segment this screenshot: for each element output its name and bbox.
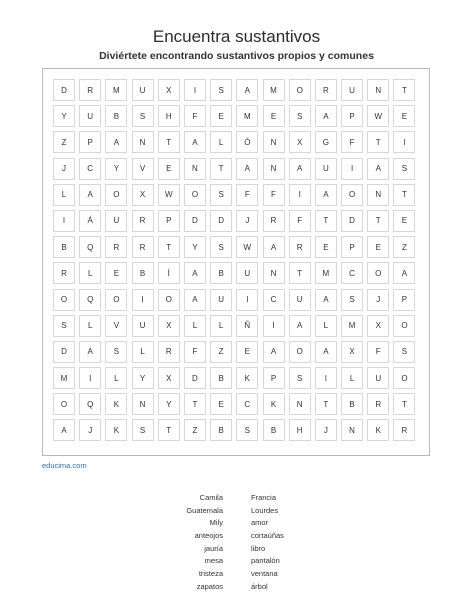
grid-cell[interactable]: C xyxy=(236,393,258,415)
grid-cell[interactable]: E xyxy=(210,105,232,127)
grid-cell[interactable]: R xyxy=(367,393,389,415)
grid-cell[interactable]: N xyxy=(132,393,154,415)
grid-cell[interactable]: I xyxy=(53,210,75,232)
grid-cell[interactable]: M xyxy=(315,262,337,284)
grid-cell[interactable]: A xyxy=(236,79,258,101)
grid-cell[interactable]: O xyxy=(367,262,389,284)
grid-cell[interactable]: P xyxy=(263,367,285,389)
grid-cell[interactable]: S xyxy=(289,367,311,389)
grid-cell[interactable]: X xyxy=(158,315,180,337)
grid-cell[interactable]: Z xyxy=(210,341,232,363)
grid-cell[interactable]: M xyxy=(53,367,75,389)
word-list xyxy=(100,492,374,594)
grid-cell[interactable]: O xyxy=(105,289,127,311)
word-list-item: Camila xyxy=(199,493,223,502)
word-list-item: árbol xyxy=(251,581,268,591)
grid-cell[interactable]: C xyxy=(79,158,101,180)
grid-cell[interactable]: R xyxy=(289,236,311,258)
grid-cell[interactable]: D xyxy=(210,210,232,232)
grid-cell[interactable]: L xyxy=(341,367,363,389)
grid-cell[interactable]: F xyxy=(367,341,389,363)
grid-cell[interactable]: O xyxy=(184,184,206,206)
word-search-board xyxy=(42,68,430,456)
grid-cell[interactable]: M xyxy=(105,79,127,101)
grid-cell[interactable]: K xyxy=(367,419,389,441)
grid-cell[interactable]: G xyxy=(315,131,337,153)
grid-cell[interactable]: T xyxy=(393,79,415,101)
grid-cell[interactable]: L xyxy=(184,315,206,337)
grid-cell[interactable]: A xyxy=(315,341,337,363)
grid-cell[interactable]: A xyxy=(289,158,311,180)
grid-cell[interactable]: F xyxy=(341,131,363,153)
grid-cell[interactable]: A xyxy=(393,262,415,284)
grid-cell[interactable]: O xyxy=(393,367,415,389)
grid-cell[interactable]: T xyxy=(367,210,389,232)
grid-cell[interactable]: R xyxy=(105,236,127,258)
grid-cell[interactable]: X xyxy=(341,341,363,363)
word-list-item: zapatos xyxy=(196,581,223,591)
brand-link[interactable]: educima.com xyxy=(42,461,87,470)
grid-cell[interactable]: E xyxy=(158,158,180,180)
grid-cell[interactable]: L xyxy=(79,315,101,337)
letter-grid xyxy=(53,79,415,441)
grid-cell[interactable]: A xyxy=(53,419,75,441)
grid-cell[interactable]: B xyxy=(132,262,154,284)
grid-cell[interactable]: R xyxy=(263,210,285,232)
word-list-item: Guatemala xyxy=(186,505,223,515)
grid-cell[interactable]: S xyxy=(236,419,258,441)
grid-cell[interactable]: Z xyxy=(53,131,75,153)
grid-cell[interactable]: J xyxy=(79,419,101,441)
grid-cell[interactable]: N xyxy=(367,79,389,101)
grid-cell[interactable]: T xyxy=(210,158,232,180)
grid-cell[interactable]: V xyxy=(105,315,127,337)
grid-cell[interactable]: P xyxy=(393,289,415,311)
grid-cell[interactable]: T xyxy=(393,393,415,415)
grid-cell[interactable]: U xyxy=(236,262,258,284)
grid-cell[interactable]: U xyxy=(210,289,232,311)
grid-cell[interactable]: H xyxy=(289,419,311,441)
grid-cell[interactable]: A xyxy=(105,131,127,153)
grid-cell[interactable]: F xyxy=(289,210,311,232)
word-list-right-column xyxy=(251,492,374,594)
grid-cell[interactable]: T xyxy=(315,393,337,415)
grid-cell[interactable]: U xyxy=(289,289,311,311)
grid-cell[interactable]: L xyxy=(132,341,154,363)
grid-cell[interactable]: B xyxy=(105,105,127,127)
grid-cell[interactable]: N xyxy=(263,262,285,284)
grid-cell[interactable]: W xyxy=(158,184,180,206)
grid-cell[interactable]: D xyxy=(184,210,206,232)
grid-cell[interactable]: U xyxy=(79,105,101,127)
grid-cell[interactable]: K xyxy=(105,419,127,441)
grid-cell[interactable]: S xyxy=(341,289,363,311)
grid-cell[interactable]: E xyxy=(236,341,258,363)
grid-cell[interactable]: N xyxy=(289,393,311,415)
grid-cell[interactable]: L xyxy=(210,315,232,337)
grid-cell[interactable]: Z xyxy=(184,419,206,441)
grid-cell[interactable]: E xyxy=(263,105,285,127)
grid-cell[interactable]: A xyxy=(184,131,206,153)
grid-cell[interactable]: T xyxy=(393,184,415,206)
grid-cell[interactable]: B xyxy=(53,236,75,258)
grid-cell[interactable]: O xyxy=(289,341,311,363)
grid-cell[interactable]: S xyxy=(210,184,232,206)
grid-cell[interactable]: I xyxy=(236,289,258,311)
grid-cell[interactable]: S xyxy=(210,79,232,101)
grid-cell[interactable]: S xyxy=(53,315,75,337)
grid-cell[interactable]: A xyxy=(263,341,285,363)
grid-cell[interactable]: O xyxy=(158,289,180,311)
grid-cell[interactable]: C xyxy=(263,289,285,311)
grid-cell[interactable]: B xyxy=(210,367,232,389)
grid-cell[interactable]: I xyxy=(79,367,101,389)
grid-cell[interactable]: A xyxy=(79,184,101,206)
grid-cell[interactable]: L xyxy=(53,184,75,206)
grid-cell[interactable]: R xyxy=(132,210,154,232)
grid-cell[interactable]: D xyxy=(184,367,206,389)
grid-cell[interactable]: B xyxy=(210,419,232,441)
grid-cell[interactable]: U xyxy=(341,79,363,101)
grid-cell[interactable]: S xyxy=(132,105,154,127)
grid-cell[interactable]: O xyxy=(53,393,75,415)
grid-cell[interactable]: W xyxy=(367,105,389,127)
grid-cell[interactable]: F xyxy=(236,184,258,206)
grid-cell[interactable]: R xyxy=(53,262,75,284)
grid-cell[interactable]: I xyxy=(341,158,363,180)
grid-cell[interactable]: S xyxy=(105,341,127,363)
grid-cell[interactable]: Y xyxy=(132,367,154,389)
grid-cell[interactable]: M xyxy=(263,79,285,101)
word-list-item: jauría xyxy=(204,543,223,553)
grid-cell[interactable]: T xyxy=(289,262,311,284)
grid-cell[interactable]: L xyxy=(210,131,232,153)
grid-cell[interactable]: A xyxy=(236,158,258,180)
grid-cell[interactable]: X xyxy=(367,315,389,337)
grid-cell[interactable]: P xyxy=(158,210,180,232)
grid-cell[interactable]: A xyxy=(263,236,285,258)
grid-cell[interactable]: A xyxy=(184,262,206,284)
grid-cell[interactable]: B xyxy=(210,262,232,284)
grid-cell[interactable]: U xyxy=(132,79,154,101)
grid-cell[interactable]: N xyxy=(263,131,285,153)
grid-cell[interactable]: T xyxy=(367,131,389,153)
grid-cell[interactable]: Q xyxy=(79,289,101,311)
grid-cell[interactable]: P xyxy=(79,131,101,153)
grid-cell[interactable]: I xyxy=(289,184,311,206)
grid-cell[interactable]: O xyxy=(341,184,363,206)
grid-cell[interactable]: K xyxy=(263,393,285,415)
grid-cell[interactable]: D xyxy=(53,79,75,101)
grid-cell[interactable]: X xyxy=(289,131,311,153)
grid-cell[interactable]: E xyxy=(105,262,127,284)
grid-cell[interactable]: T xyxy=(315,210,337,232)
grid-cell[interactable]: F xyxy=(263,184,285,206)
grid-cell[interactable]: A xyxy=(315,105,337,127)
grid-cell[interactable]: N xyxy=(263,158,285,180)
grid-cell[interactable]: R xyxy=(79,79,101,101)
word-list-left-column xyxy=(100,492,223,594)
grid-cell[interactable]: C xyxy=(341,262,363,284)
grid-cell[interactable]: T xyxy=(158,236,180,258)
grid-cell[interactable]: U xyxy=(105,210,127,232)
grid-cell[interactable]: E xyxy=(315,236,337,258)
grid-cell[interactable]: L xyxy=(105,367,127,389)
grid-cell[interactable]: J xyxy=(53,158,75,180)
grid-cell[interactable]: A xyxy=(184,289,206,311)
grid-cell[interactable]: P xyxy=(341,236,363,258)
grid-cell[interactable]: I xyxy=(263,315,285,337)
grid-cell[interactable]: D xyxy=(341,210,363,232)
grid-cell[interactable]: J xyxy=(367,289,389,311)
word-list-item: ventana xyxy=(251,569,278,579)
grid-cell[interactable]: E xyxy=(393,105,415,127)
grid-cell[interactable]: U xyxy=(132,315,154,337)
grid-cell[interactable]: O xyxy=(53,289,75,311)
word-list-item: Lourdes xyxy=(251,505,279,515)
grid-cell[interactable]: A xyxy=(367,158,389,180)
word-list-item: Mily xyxy=(209,518,223,528)
grid-cell[interactable]: Y xyxy=(53,105,75,127)
grid-cell[interactable]: H xyxy=(158,105,180,127)
grid-cell[interactable]: M xyxy=(341,315,363,337)
word-list-item: pantalón xyxy=(251,556,280,566)
grid-cell[interactable]: Z xyxy=(393,236,415,258)
grid-cell[interactable]: D xyxy=(53,341,75,363)
grid-cell[interactable]: X xyxy=(132,184,154,206)
grid-cell[interactable]: Á xyxy=(79,210,101,232)
grid-cell[interactable]: O xyxy=(105,184,127,206)
grid-cell[interactable]: A xyxy=(79,341,101,363)
grid-cell[interactable]: R xyxy=(393,419,415,441)
grid-cell[interactable]: T xyxy=(158,419,180,441)
grid-cell[interactable]: S xyxy=(393,341,415,363)
word-list-item: mesa xyxy=(204,556,223,566)
grid-cell[interactable]: A xyxy=(315,289,337,311)
grid-cell[interactable]: S xyxy=(132,419,154,441)
grid-cell[interactable]: Y xyxy=(184,236,206,258)
grid-cell[interactable]: S xyxy=(210,236,232,258)
grid-cell[interactable]: K xyxy=(105,393,127,415)
word-list-item: amor xyxy=(251,518,269,528)
word-list-item: Francia xyxy=(251,493,277,502)
word-list-item: libro xyxy=(251,543,266,553)
grid-cell[interactable]: J xyxy=(315,419,337,441)
grid-cell[interactable]: N xyxy=(132,131,154,153)
grid-cell[interactable]: Ó xyxy=(236,131,258,153)
grid-cell[interactable]: N xyxy=(341,419,363,441)
page-subtitle: Diviértete encontrando sustantivos propios y comunes xyxy=(99,50,374,62)
grid-cell[interactable]: E xyxy=(367,236,389,258)
grid-cell[interactable]: X xyxy=(158,79,180,101)
grid-cell[interactable]: A xyxy=(289,315,311,337)
word-list-item: anteojos xyxy=(194,531,223,541)
grid-cell[interactable]: Í xyxy=(158,262,180,284)
grid-cell[interactable]: R xyxy=(158,341,180,363)
grid-cell[interactable]: Q xyxy=(79,393,101,415)
grid-cell[interactable]: K xyxy=(236,367,258,389)
grid-cell[interactable]: S xyxy=(289,105,311,127)
grid-cell[interactable]: O xyxy=(289,79,311,101)
grid-cell[interactable]: Ñ xyxy=(236,315,258,337)
grid-cell[interactable]: X xyxy=(158,367,180,389)
grid-cell[interactable]: Y xyxy=(105,158,127,180)
word-list-item: tristeza xyxy=(198,569,223,579)
grid-cell[interactable]: Q xyxy=(79,236,101,258)
grid-cell[interactable]: B xyxy=(263,419,285,441)
grid-cell[interactable]: S xyxy=(393,158,415,180)
grid-cell[interactable]: N xyxy=(367,184,389,206)
grid-cell[interactable]: V xyxy=(132,158,154,180)
grid-cell[interactable]: Y xyxy=(158,393,180,415)
grid-cell[interactable]: T xyxy=(184,393,206,415)
grid-cell[interactable]: A xyxy=(315,184,337,206)
grid-cell[interactable]: L xyxy=(79,262,101,284)
grid-cell[interactable]: I xyxy=(132,289,154,311)
grid-cell[interactable]: U xyxy=(315,158,337,180)
grid-cell[interactable]: T xyxy=(158,131,180,153)
grid-cell[interactable]: M xyxy=(236,105,258,127)
grid-cell[interactable]: W xyxy=(236,236,258,258)
word-list-item: cortaúñas xyxy=(251,531,284,541)
grid-cell[interactable]: E xyxy=(393,210,415,232)
grid-cell[interactable]: L xyxy=(315,315,337,337)
grid-cell[interactable]: I xyxy=(315,367,337,389)
grid-cell[interactable]: I xyxy=(184,79,206,101)
grid-cell[interactable]: E xyxy=(210,393,232,415)
grid-cell[interactable]: I xyxy=(393,131,415,153)
grid-cell[interactable]: J xyxy=(236,210,258,232)
grid-cell[interactable]: U xyxy=(367,367,389,389)
grid-cell[interactable]: N xyxy=(184,158,206,180)
grid-cell[interactable]: R xyxy=(315,79,337,101)
grid-cell[interactable]: R xyxy=(132,236,154,258)
grid-cell[interactable]: F xyxy=(184,341,206,363)
page-title: Encuentra sustantivos xyxy=(152,27,321,46)
grid-cell[interactable]: B xyxy=(341,393,363,415)
grid-cell[interactable]: O xyxy=(393,315,415,337)
grid-cell[interactable]: P xyxy=(341,105,363,127)
grid-cell[interactable]: F xyxy=(184,105,206,127)
